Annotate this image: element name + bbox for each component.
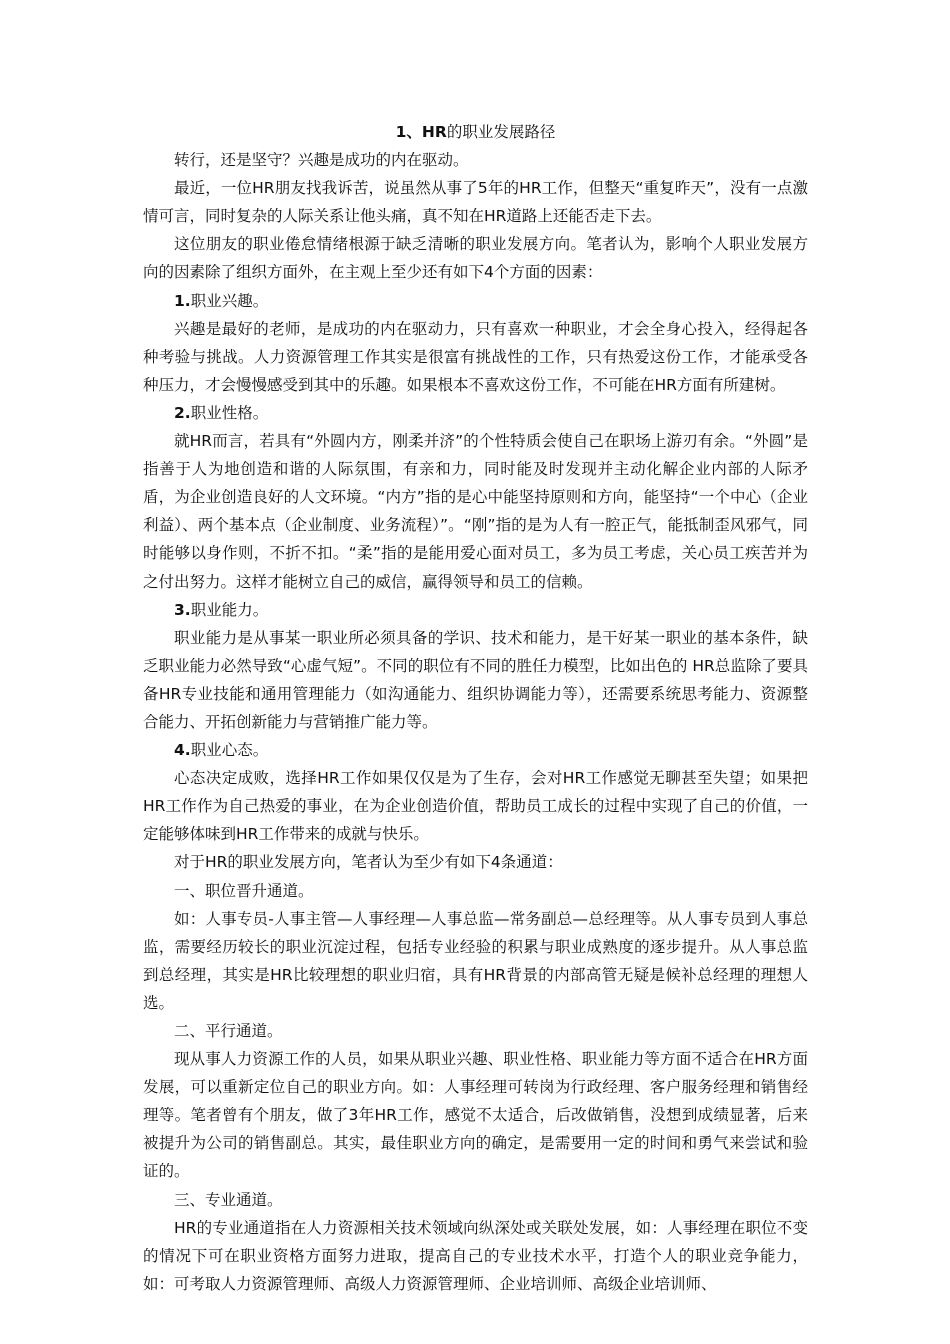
factor-text-personality: 就HR而言，若具有“外圆内方，刚柔并济”的个性特质会使自己在职场上游刃有余。“外圆”是指善于人为地创造和谐的人际氛围，有亲和力，同时能及时发现并主动化解企业内部的人际矛盾，为企业创造良好的人文环境。“内方”指的是心中能坚持原则和方向，能坚持“一个中心（企业利益）、两个基本点（企业制度、业务流程）”。“刚”指的是为人有一腔正气，能抵制歪风邪气，同时能够以身作则，不折不扣。“柔”指的是能用爱心面对员工，多为员工考虑，关心员工疾苦并为之付出努力。这样才能树立自己的威信，赢得领导和员工的信赖。 bbox=[143, 432, 808, 591]
factor-number: 1. bbox=[174, 291, 191, 310]
channel-heading-promotion: 一、职位晋升通道。 bbox=[174, 881, 314, 900]
document-title bbox=[143, 118, 808, 146]
title-text: 的职业发展路径 bbox=[446, 123, 556, 141]
factor-heading-personality bbox=[143, 399, 808, 427]
channel-heading-professional: 三、专业通道。 bbox=[174, 1190, 283, 1209]
channel-text-promotion: 如：人事专员-人事主管—人事经理—人事总监—常务副总—总经理等。从人事专员到人事总监，需要经历较长的职业沉淀过程，包括专业经验的积累与职业成熟度的逐步提升。从人事总监到总经理，其实是HR比较理想的职业归宿，具有HR背景的内部高管无疑是候补总经理的理想人选。 bbox=[143, 909, 808, 1012]
title-number: 1、HR bbox=[395, 123, 447, 141]
factor-label: 职业兴趣。 bbox=[190, 291, 269, 310]
factor-label: 职业性格。 bbox=[190, 403, 269, 422]
factor-text-mindset: 心态决定成败，选择HR工作如果仅仅是为了生存，会对HR工作感觉无聊甚至失望；如果把HR工作作为自己热爱的事业，在为企业创造价值，帮助员工成长的过程中实现了自己的价值，一定能够体味到HR工作带来的成就与快乐。 bbox=[143, 769, 808, 844]
factor-number: 2. bbox=[174, 403, 191, 422]
factor-text-ability: 职业能力是从事某一职业所必须具备的学识、技术和能力，是干好某一职业的基本条件，缺乏职业能力必然导致“心虚气短”。不同的职位有不同的胜任力模型，比如出色的 HR总监除了要具备HR专业技能和通用管理能力（如沟通能力、组织协调能力等），还需要系统思考能力、资源整合能力、开拓创新能力与营销推广能力等。 bbox=[143, 628, 808, 731]
factor-number: 4. bbox=[174, 741, 191, 760]
factor-heading-ability bbox=[143, 596, 808, 624]
channel-text-professional: HR的专业通道指在人力资源相关技术领域向纵深处或关联处发展，如：人事经理在职位不变的情况下可在职业资格方面努力进取，提高自己的专业技术水平，打造个人的职业竞争能力，如：可考取人力资源管理师、高级人力资源管理师、企业培训师、高级企业培训师、 bbox=[143, 1218, 808, 1293]
paragraph-intro-3: 这位朋友的职业倦怠情绪根源于缺乏清晰的职业发展方向。笔者认为，影响个人职业发展方向的因素除了组织方面外，在主观上至少还有如下4个方面的因素： bbox=[143, 235, 808, 282]
paragraph-intro-2: 最近，一位HR朋友找我诉苦，说虽然从事了5年的HR工作，但整天“重复昨天”，没有一点激情可言，同时复杂的人际关系让他头痛，真不知在HR道路上还能否走下去。 bbox=[143, 179, 808, 226]
document-page bbox=[143, 118, 808, 1298]
paragraph-intro-1: 转行，还是坚守？兴趣是成功的内在驱动。 bbox=[174, 151, 469, 170]
channel-heading-parallel: 二、平行通道。 bbox=[174, 1022, 283, 1040]
channel-text-parallel: 现从事人力资源工作的人员，如果从职业兴趣、职业性格、职业能力等方面不适合在HR方面发展，可以重新定位自己的职业方向。如：人事经理可转岗为行政经理、客户服务经理和销售经理等。笔者曾有个朋友，做了3年HR工作，感觉不太适合，后改做销售，没想到成绩显著，后来被提升为公司的销售副总。其实，最佳职业方向的确定，是需要用一定的时间和勇气来尝试和验证的。 bbox=[143, 1050, 808, 1181]
factor-text-interest: 兴趣是最好的老师，是成功的内在驱动力，只有喜欢一种职业，才会全身心投入，经得起各种考验与挑战。人力资源管理工作其实是很富有挑战性的工作，只有热爱这份工作，才能承受各种压力，才会慢慢感受到其中的乐趣。如果根本不喜欢这份工作，不可能在HR方面有所建树。 bbox=[143, 319, 808, 394]
factor-number: 3. bbox=[174, 600, 191, 619]
factor-heading-interest bbox=[143, 287, 808, 315]
factor-label: 职业能力。 bbox=[190, 600, 269, 619]
factor-heading-mindset bbox=[143, 736, 808, 764]
factor-label: 职业心态。 bbox=[190, 741, 269, 760]
channels-intro: 对于HR的职业发展方向，笔者认为至少有如下4条通道： bbox=[174, 853, 563, 872]
